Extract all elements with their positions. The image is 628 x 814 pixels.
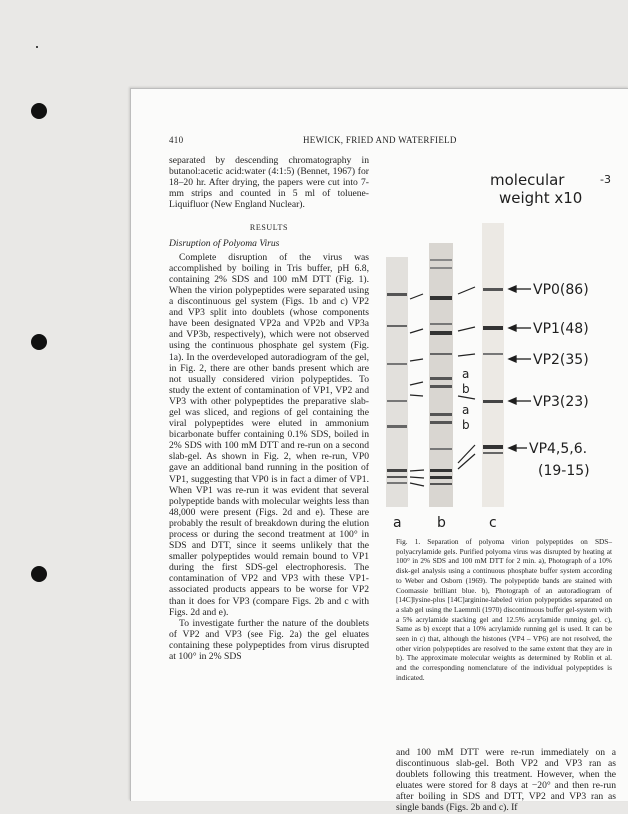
intro-paragraph: separated by descending chromatography in butanol:acetic acid:water (4:1:5) (Bennet, 1967) for 18–20 hr. After drying, the papers were cut into 7-mm strips and counted in 5 ml of toluene-Liquifluor (New England Nuclear).	[169, 155, 369, 211]
band-label-vp456: VP4,5,6.	[529, 441, 588, 457]
binder-hole-1	[31, 103, 47, 119]
gel-lane-b	[429, 243, 453, 507]
caption-text: Fig. 1. Separation of polyoma virion polypeptides on SDS–polyacrylamide gels. Purified polyoma virus was disrupted by heating at 100° in 2% SDS and 100 mM DTT for 2 min. a), Photograph of a 10% disk-gel analysis using a continuous phosphate buffer system according to Weber and Osborn (1969). The polypeptide bands are stained with Coomassie brilliant blue. b), Photograph of an autoradiogram of [14C]lysine-plus [14C]arginine-labeled virion polypeptides separated on a slab gel using the Laemmli (1970) discontinuous buffer gel-system with a 5% acrylamide stacking gel and 12.5% acrylamide running gel. c), Same as b) except that a 10% acrylamide running gel is used. It can be seen in c) that, although the histones (VP4 – VP6) are not resolved, the other virion polypeptides are resolved to the same extent that they are in b). The approximate molecular weights as determined by Roblin et al. and the corresponding nomenclature of the individual polypeptides is indicated.	[396, 537, 612, 682]
lane-label-a: a	[393, 515, 402, 531]
band-label-vp0: VP0(86)	[533, 282, 589, 298]
subheading: Disruption of Polyoma Virus	[169, 237, 280, 249]
gel-lane-c	[482, 223, 504, 507]
lane-label-b: b	[437, 515, 446, 531]
binder-hole-3	[31, 566, 47, 582]
band-label-vp3: VP3(23)	[533, 394, 589, 410]
doublet-label-vp3a: a	[462, 403, 470, 417]
paper-speck	[36, 46, 38, 48]
running-title: HEWICK, FRIED AND WATERFIELD	[303, 135, 457, 145]
figure-caption	[396, 537, 612, 683]
right-column	[396, 747, 616, 814]
mw-arrows	[509, 286, 531, 451]
page-number: 410	[169, 135, 184, 145]
doublet-label-vp2b: b	[462, 382, 470, 396]
gel-figure	[375, 163, 625, 543]
left-column	[169, 155, 369, 662]
journal-page	[130, 88, 628, 814]
band-label-vp1: VP1(48)	[533, 321, 589, 337]
band-range-label: (19-15)	[538, 463, 590, 479]
figure-1	[375, 163, 625, 543]
results-paragraph-1: Complete disruption of the virus was accomplished by boiling in Tris buffer, pH 6.8, containing 2% SDS and 100 mM DTT (Fig. 1). When the virion polypeptides were separated using a discontinuous gel system (Figs. 1b and c) VP2 and VP3 split into doublets (whose components have been designated VP2a and VP2b and VP3a and VP3b, respectively), which were not observed using the continuous phosphate gel system (Fig. 1a). In the overdeveloped autoradiogram of the gel, in Fig. 2, there are other bands present which are not usually considered virion polypeptides. To study the extent of contamination of VP1, VP2 and VP3 with other polypeptides the preparative slab-gel was sliced, and regions of gel containing the viral polypeptides were eluted in ammonium bicarbonate buffer containing 0.1% SDS, boiled in 2% SDS with 100 mM DTT and re-run on a second slab-gel. As shown in Fig. 2, when re-run, VP0 gave an additional band running in the position of VP1, suggesting that VP0 is in fact a dimer of VP1. When VP1 was re-run it was evident that several polypeptide bands with molecular weights less than 48,000 were present (Figs. 2d and e). These are probably the result of breakdown during the elution process or during the second treatment at 100° in SDS and DTT, since it seems unlikely that the smaller polypeptides would remain bound to VP1 during the first SDS-gel electrophoresis. The contamination of VP2 and VP3 with these VP1-associated products appears to be worse for VP2 than it does for VP3 (compare Figs. 2b and c with Figs. 2d and e).	[169, 251, 369, 618]
doublet-label-vp3b: b	[462, 418, 470, 432]
section-heading: RESULTS	[249, 223, 289, 233]
band-label-vp2: VP2(35)	[533, 352, 589, 368]
gel-lane-a	[386, 257, 408, 507]
results-paragraph-2: To investigate further the nature of the doublets of VP2 and VP3 (see Fig. 2a) the gel eluates containing these polypeptides from virus disrupted at 100° in 2% SDS	[169, 617, 369, 663]
binder-hole-2	[31, 334, 47, 350]
doublet-label-vp2a: a	[462, 367, 470, 381]
mw-heading-line1: molecular	[490, 171, 565, 189]
right-column-text: and 100 mM DTT were re-run immediately on a discontinuous slab-gel. Both VP2 and VP3 ran as doublets following this treatment. However, when the eluates were stored for 8 days at −20° and then re-run after boiling in SDS and DTT, VP2 and VP3 ran as single bands (Figs. 2b and c). If	[396, 747, 616, 814]
lane-label-c: c	[489, 515, 497, 531]
mw-exponent: -3	[600, 173, 611, 186]
mw-heading-line2: weight x10	[499, 189, 583, 207]
